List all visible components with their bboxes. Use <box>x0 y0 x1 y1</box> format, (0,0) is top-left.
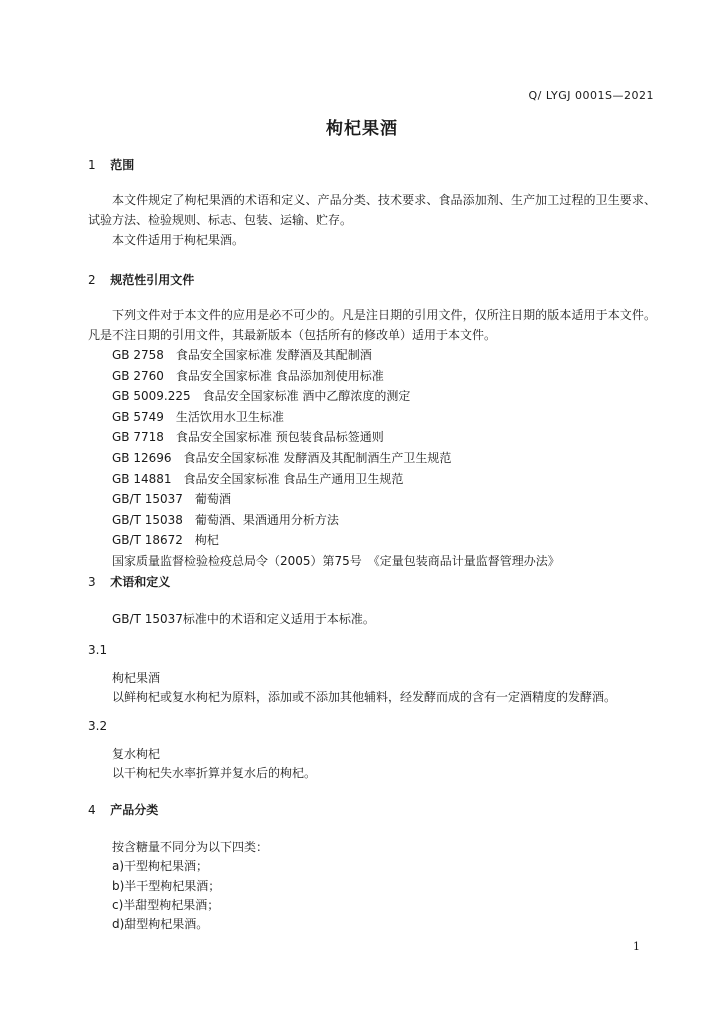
section-3-heading <box>88 573 170 590</box>
clause-number: 3.1 <box>88 643 108 657</box>
standard-code: Q/ LYGJ 0001S—2021 <box>528 89 654 102</box>
section-number: 3 <box>88 575 96 589</box>
reference-item: GB 2758 食品安全国家标准 发酵酒及其配制酒 <box>112 348 372 362</box>
reference-item: GB/T 15038 葡萄酒、果酒通用分析方法 <box>112 512 339 527</box>
section-number: 2 <box>88 273 96 287</box>
section-number: 4 <box>88 803 96 817</box>
section-4-heading <box>88 801 158 818</box>
section-1-heading <box>88 156 134 173</box>
reference-item: GB 2760 食品安全国家标准 食品添加剂使用标准 <box>112 368 384 383</box>
reference-item: GB 5749 生活饮用水卫生标准 <box>112 409 284 424</box>
classification-item: a)干型枸杞果酒； <box>112 859 209 873</box>
terms-intro: GB/T 15037标准中的术语和定义适用于本标准。 <box>112 612 375 626</box>
reference-item: GB 12696 食品安全国家标准 发酵酒及其配制酒生产卫生规范 <box>112 450 452 465</box>
term-definition: 以干枸杞失水率折算并复水后的枸杞。 <box>112 766 317 780</box>
section-title: 规范性引用文件 <box>110 273 195 287</box>
clause-number: 3.2 <box>88 719 108 733</box>
reference-item: GB 5009.225 食品安全国家标准 酒中乙醇浓度的测定 <box>112 389 411 404</box>
document-title: 枸杞果酒 <box>326 119 398 139</box>
reference-item: GB 7718 食品安全国家标准 预包装食品标签通则 <box>112 430 384 445</box>
page-number: 1 <box>633 940 640 953</box>
section-title: 范围 <box>110 158 135 172</box>
reference-item: 国家质量监督检验检疫总局令（2005）第75号 《定量包装商品计量监督管理办法》 <box>112 553 560 568</box>
scope-applicability: 本文件适用于枸杞果酒。 <box>112 233 245 247</box>
classification-item: b)半干型枸杞果酒； <box>112 879 221 893</box>
scope-paragraph: 本文件规定了枸杞果酒的术语和定义、产品分类、技术要求、食品添加剂、生产加工过程的卫生要求、试验方法、检验规则、标志、包装、运输、贮存。 <box>88 193 656 227</box>
references-intro: 下列文件对于本文件的应用是必不可少的。凡是注日期的引用文件，仅所注日期的版本适用于本文件。凡是不注日期的引用文件，其最新版本（包括所有的修改单）适用于本文件。 <box>88 308 656 342</box>
section-2-heading <box>88 271 194 288</box>
reference-item: GB/T 18672 枸杞 <box>112 533 219 548</box>
reference-item: GB 14881 食品安全国家标准 食品生产通用卫生规范 <box>112 471 404 486</box>
reference-list <box>112 345 560 572</box>
classification-item: c)半甜型枸杞果酒； <box>112 898 220 912</box>
section-number: 1 <box>88 158 96 172</box>
reference-item: GB/T 15037 葡萄酒 <box>112 492 231 507</box>
term-name: 复水枸杞 <box>112 747 161 761</box>
classification-item: d)甜型枸杞果酒。 <box>112 917 209 931</box>
term-name: 枸杞果酒 <box>112 671 161 685</box>
classification-intro: 按含糖量不同分为以下四类： <box>112 840 269 854</box>
section-title: 产品分类 <box>110 803 159 817</box>
section-title: 术语和定义 <box>110 575 171 589</box>
term-definition: 以鲜枸杞或复水枸杞为原料，添加或不添加其他辅料，经发酵而成的含有一定酒精度的发酵酒。 <box>112 690 617 704</box>
